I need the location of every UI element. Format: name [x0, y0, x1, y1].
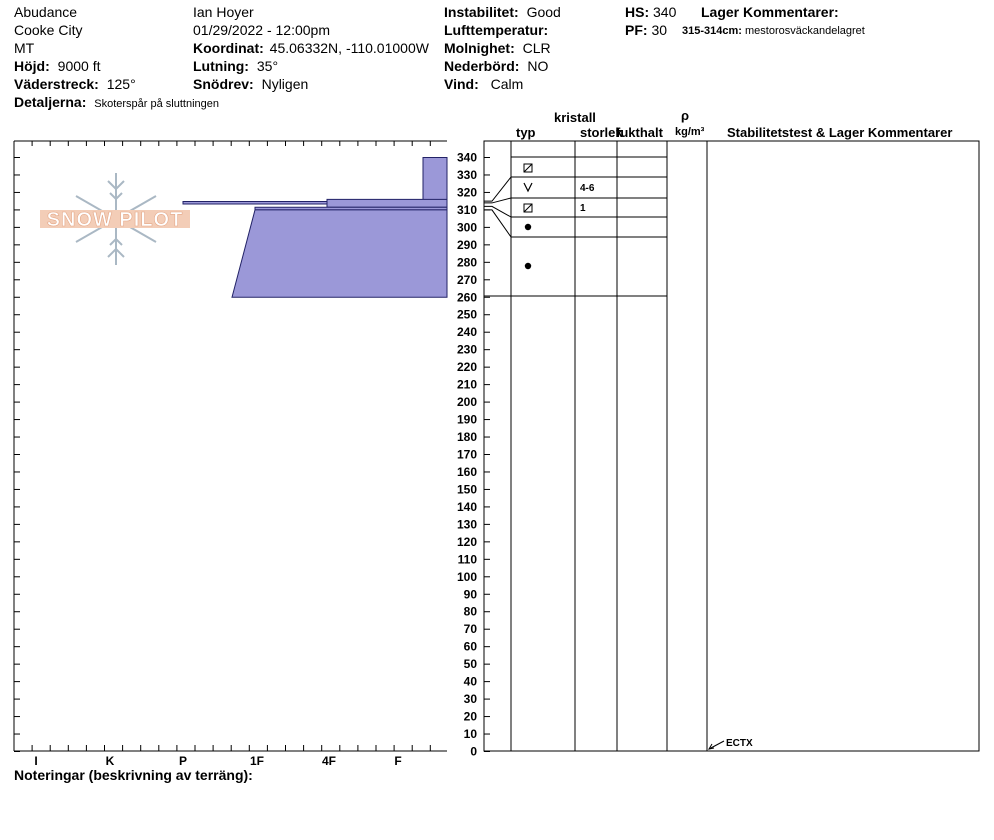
wind-value: Calm	[490, 76, 524, 92]
hs-label: HS:	[625, 4, 650, 20]
depth-tick-label: 320	[456, 185, 477, 200]
depth-tick-label: 260	[456, 290, 477, 305]
coordinate-value: 45.06332N, -110.01000W	[269, 40, 429, 56]
location-name: Abudance	[14, 4, 78, 20]
depth-tick-label: 230	[456, 342, 477, 357]
stability-value: Good	[526, 4, 561, 20]
depth-tick-label: 210	[456, 377, 477, 392]
grain-size-value: 1	[580, 203, 586, 214]
depth-tick-label: 190	[456, 412, 477, 427]
hardness-label-i: I	[34, 754, 38, 768]
depth-tick-label: 240	[456, 325, 477, 340]
wind-load-value: Nyligen	[261, 76, 309, 92]
grain-facet-rounding-icon-slash	[524, 164, 532, 172]
sky-label: Molnighet:	[444, 40, 515, 56]
stability-label: Instabilitet:	[444, 4, 519, 20]
layer-comment-text: mestorosväckandelagret	[745, 25, 865, 37]
sky-value: CLR	[522, 40, 551, 56]
depth-tick-label: 290	[456, 237, 477, 252]
depth-tick-label: 300	[456, 220, 477, 235]
col-crystal-header: kristall	[554, 110, 596, 125]
stability-test-result: ECTX	[726, 738, 753, 749]
depth-tick-label: 280	[456, 255, 477, 270]
col-size-header: storlek	[580, 125, 623, 140]
depth-tick-label: 160	[456, 464, 477, 479]
aspect-value: 125°	[106, 76, 136, 92]
pf-value: 30	[651, 22, 668, 38]
depth-tick-label: 90	[463, 587, 477, 602]
hardness-layer-1	[423, 158, 447, 202]
precip-value: NO	[527, 58, 549, 74]
hardness-layers	[183, 158, 447, 298]
details-value: Skoterspår på sluttningen	[94, 98, 219, 110]
hardness-label-k: K	[105, 754, 115, 768]
depth-tick-label: 130	[456, 517, 477, 532]
aspect-label: Väderstreck:	[14, 76, 99, 92]
layer-connector	[484, 198, 511, 203]
depth-tick-label: 220	[456, 360, 477, 375]
col-moisture-header: fukthalt	[616, 125, 663, 140]
layer-connector	[484, 210, 511, 237]
layer-comments-title: Lager Kommentarer:	[701, 4, 839, 20]
depth-tick-label: 180	[456, 430, 477, 445]
pf-label: PF:	[625, 22, 648, 38]
depth-tick-label: 200	[456, 395, 477, 410]
hardness-label-4f: 4F	[321, 754, 337, 768]
col-rho-header: ρ	[681, 108, 690, 123]
precip-label: Nederbörd:	[444, 58, 520, 74]
air-temp-label: Lufttemperatur:	[444, 22, 549, 38]
hardness-label-1f: 1F	[249, 754, 265, 768]
coordinate-label: Koordinat:	[193, 40, 264, 56]
hardness-label-p: P	[178, 754, 188, 768]
col-type-header: typ	[516, 125, 536, 140]
col-stability-header: Stabilitetstest & Lager Kommentarer	[727, 125, 953, 140]
depth-axis	[457, 151, 490, 759]
depth-tick-label: 0	[470, 744, 477, 759]
grain-melt-form-icon	[525, 224, 531, 230]
layer-table	[484, 141, 979, 751]
grain-surface-hoar-icon	[524, 183, 532, 191]
depth-tick-label: 50	[463, 657, 477, 672]
depth-tick-label: 270	[456, 272, 477, 287]
layer-comment-range: 315-314cm:	[682, 25, 742, 37]
wind-label: Vind:	[444, 76, 479, 92]
depth-tick-label: 20	[463, 709, 477, 724]
terrain-notes-label: Noteringar (beskrivning av terräng):	[14, 767, 253, 783]
logo-text: SNOW PILOT	[46, 209, 184, 231]
wind-load-label: Snödrev:	[193, 76, 254, 92]
depth-tick-label: 340	[456, 150, 477, 165]
grain-facet-rounding-icon-slash	[524, 204, 532, 212]
slope-value: 35°	[256, 58, 279, 74]
depth-tick-label: 330	[456, 167, 477, 182]
hs-value: 340	[653, 4, 677, 20]
slope-label: Lutning:	[193, 58, 249, 74]
depth-tick-label: 100	[456, 569, 477, 584]
hardness-layer-3	[327, 199, 447, 207]
depth-tick-label: 60	[463, 639, 477, 654]
depth-tick-label: 70	[463, 622, 477, 637]
depth-tick-label: 80	[463, 604, 477, 619]
depth-tick-label: 110	[457, 552, 477, 567]
depth-tick-label: 10	[463, 727, 477, 742]
depth-tick-label: 120	[456, 534, 477, 549]
region-name: Cooke City	[14, 22, 83, 38]
depth-tick-label: 170	[456, 447, 477, 462]
observation-datetime: 01/29/2022 - 12:00pm	[193, 22, 330, 38]
grain-size-value: 4-6	[580, 183, 595, 194]
layer-connector	[484, 206, 511, 217]
depth-tick-label: 250	[456, 307, 477, 322]
depth-tick-label: 150	[456, 482, 477, 497]
col-density-header: kg/m³	[675, 126, 705, 138]
depth-tick-label: 140	[456, 499, 477, 514]
depth-tick-label: 30	[463, 692, 477, 707]
elevation-label: Höjd:	[14, 58, 50, 74]
state-name: MT	[14, 40, 35, 56]
layer-connector	[484, 177, 511, 201]
hardness-layer-5	[232, 210, 447, 297]
depth-tick-label: 310	[456, 202, 477, 217]
hardness-label-f: F	[394, 754, 402, 768]
observer-name: Ian Hoyer	[193, 4, 254, 20]
grain-melt-form-icon	[525, 263, 531, 269]
details-label: Detaljerna:	[14, 94, 87, 110]
layer-table-frame	[484, 141, 979, 751]
depth-tick-label: 40	[463, 674, 477, 689]
elevation-value: 9000 ft	[57, 58, 101, 74]
